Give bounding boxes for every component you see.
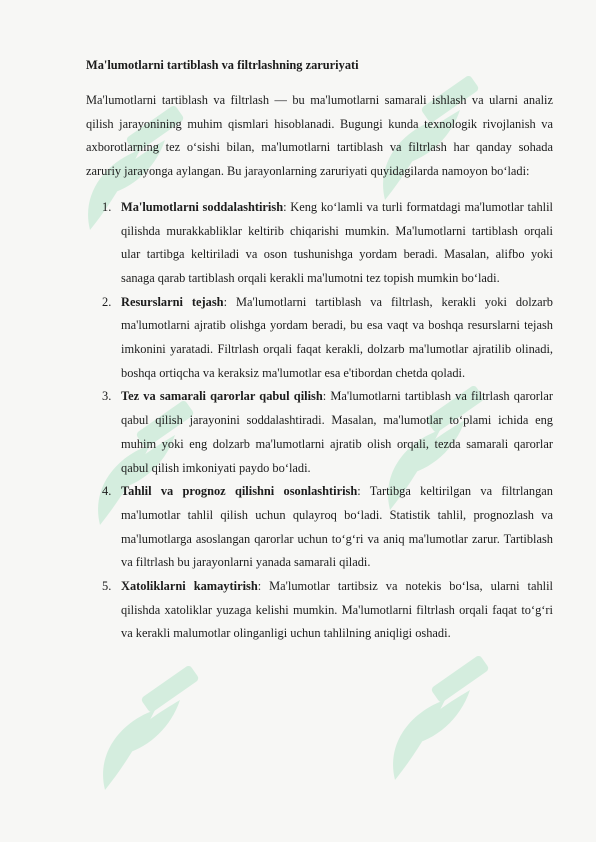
document-page <box>86 56 553 646</box>
list-item <box>86 196 553 291</box>
list-item-number: 5. <box>102 579 112 594</box>
list-item-number: 2. <box>102 294 112 309</box>
list-item-text: : Tartibga keltirilgan va filtrlangan ma'lumotlar tahlil qilish uchun qulayroq bo‘ladi. Statistik tahlil, prognozlash va ma'lumotlarga asoslangan qarorlar uchun to‘g‘ri va aniq ma'lumotlar zarur. Tartiblash va filtrlash bu jarayonlarni yanada samarali qiladi. <box>121 484 553 570</box>
list-item-text: : Ma'lumotlarni tartiblash va filtrlash qarorlar qabul qilish jarayonini soddalashtiradi. Masalan, ma'lumotlar to‘plami ichida eng muhim yoki eng dolzarb ma'lumotlarni ajratib olish orqali, tezda samarali qarorlar qabul qilish imkoniyati paydo bo‘ladi. <box>121 389 553 475</box>
list-item <box>86 291 553 386</box>
list-item-term: Xatoliklarni kamaytirish <box>121 579 258 594</box>
list-item-term: Resurslarni tejash <box>121 294 224 309</box>
list-item <box>86 575 553 646</box>
list-item-term: Tez va samarali qarorlar qabul qilish <box>121 389 323 404</box>
list-item-text: : Ma'lumotlarni tartiblash va filtrlash, kerakli yoki dolzarb ma'lumotlarni ajratib olishga yordam beradi, bu esa vaqt va boshqa resurslarni tejash imkonini yaratadi. Filtrlash orqali faqat kerakli, dolzarb ma'lumotlar ajratilib olinadi, boshqa ortiqcha va keraksiz ma'lumotlar esa e'tibordan chetda qoladi. <box>121 294 553 380</box>
list-item-text: : Ma'lumotlar tartibsiz va notekis bo‘lsa, ularni tahlil qilishda xatoliklar yuzaga kelishi mumkin. Ma'lumotlarni filtrlash orqali faqat to‘g‘ri va kerakli malumotlar olinganligi uchun tahlilning aniqligi oshadi. <box>121 579 553 641</box>
list-item-term: Tahlil va prognoz qilishni osonlashtirish <box>121 484 358 499</box>
reasons-list <box>86 196 553 646</box>
watermark-logo-icon <box>375 650 495 790</box>
list-item-term: Ma'lumotlarni soddalashtirish <box>121 199 284 214</box>
list-item <box>86 480 553 575</box>
list-item <box>86 385 553 480</box>
document-title: Ma'lumotlarni tartiblash va filtrlashning zaruriyati <box>86 58 359 72</box>
list-item-text: : Keng ko‘lamli va turli formatdagi ma'lumotlar tahlil qilishda murakkabliklar keltirib chiqarishi mumkin. Ma'lumotlarni tartiblash orqali ular tartibga keltiriladi va oson tushunishga yordam beradi. Masalan, alifbo yoki sanaga qarab tartiblash orqali kerakli ma'lumotni tez topish mumkin bo‘ladi. <box>121 199 554 285</box>
list-item-number: 3. <box>102 389 112 404</box>
watermark-logo-icon <box>85 660 205 800</box>
list-item-number: 1. <box>102 199 112 214</box>
list-item-number: 4. <box>102 484 112 499</box>
intro-paragraph: Ma'lumotlarni tartiblash va filtrlash — bu ma'lumotlarni samarali ishlash va ularni analiz qilish jarayonining muhim qismlari hisoblanadi. Bugungi kunda texnologik rivojlanish va axborotlarning tez o‘sishi bilan, ma'lumotlarni tartiblash va filtrlash har qanday sohada zaruriy jarayonga aylangan. Bu jarayonlarning zaruriyati quyidagilarda namoyon bo‘ladi: <box>86 93 553 179</box>
